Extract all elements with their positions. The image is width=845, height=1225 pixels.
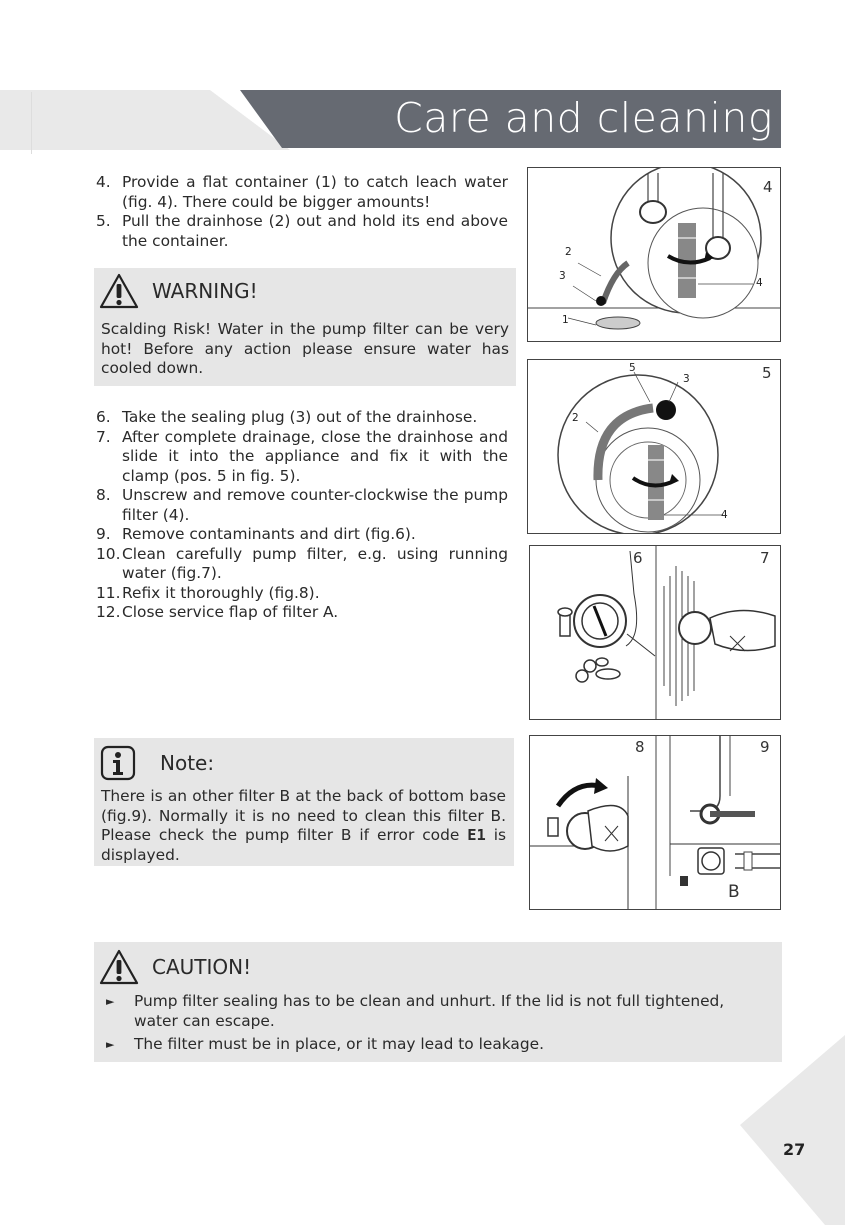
step-number: 7. [96,427,111,446]
figure-8-9 [529,735,781,910]
step-number: 4. [96,173,111,191]
list-item [96,545,508,584]
page-title: Care and cleaning [394,94,773,142]
note-text [101,787,506,865]
list-item [96,408,508,428]
list-item [106,1035,771,1055]
note-text-after: is displayed. [101,826,506,864]
margin-line [31,92,32,154]
step-number: 9. [96,525,111,543]
callout-label: 2 [572,412,579,424]
list-item [106,992,771,1031]
step-text: Pull the drainhose (2) out and hold its end above the container. [122,212,508,250]
figure-number: 8 [635,738,645,756]
list-item [96,428,508,487]
caution-title: CAUTION! [152,955,252,979]
figure-number: 5 [762,364,772,382]
corner-decoration [740,1035,845,1225]
header-left-band [0,90,290,150]
step-number: 12. [96,603,121,621]
note-text-before: There is an other filter B at the back of bottom base (fig.9). Normally it is no need to clean this filter B. Please check the pump filter B if error code [101,787,506,844]
bullet-arrow-icon: ► [106,995,115,1008]
step-number: 8. [96,486,111,504]
figure-4 [527,167,781,342]
figure-5 [527,359,781,534]
step-text: Unscrew and remove counter-clockwise the pump filter (4). [122,486,508,524]
callout-label: 3 [683,373,690,385]
step-number: 10. [96,544,121,563]
caution-list [106,992,771,1055]
list-item [96,584,508,604]
figure-5-illustration [528,360,780,533]
caution-item: Pump filter sealing has to be clean and unhurt. If the lid is not full tightened, water can escape. [134,992,725,1030]
filter-b-label: B [728,882,740,902]
caution-item: The filter must be in place, or it may lead to leakage. [134,1035,544,1053]
step-number: 5. [96,212,111,230]
figure-number: 9 [760,738,770,756]
note-title: Note: [160,751,215,775]
bullet-arrow-icon: ► [106,1038,115,1051]
note-box [94,738,514,866]
figure-number: 6 [633,549,643,567]
warning-header [99,272,258,310]
step-text: Take the sealing plug (3) out of the drainhose. [122,408,478,426]
step-text: Clean carefully pump filter, e.g. using running water (fig.7). [122,544,508,582]
figure-number: 4 [763,178,773,196]
figure-8-9-illustration [530,736,780,909]
step-number: 6. [96,408,111,426]
step-text: Provide a flat container (1) to catch leach water (fig. 4). There could be bigger amounts! [122,173,508,211]
list-item [96,173,508,212]
caution-box [94,942,782,1062]
note-header [100,745,214,781]
info-icon [100,745,136,781]
step-text: Close service flap of filter A. [122,603,339,621]
warning-box [94,268,516,386]
step-text: Refix it thoroughly (fig.8). [122,583,320,602]
step-number: 11. [96,583,121,602]
figure-6-7 [529,545,781,720]
warning-triangle-icon [99,948,139,986]
step-text: Remove contaminants and dirt (fig.6). [122,525,416,543]
warning-title: WARNING! [152,279,258,303]
list-item [96,525,508,545]
steps-list-b [96,408,508,623]
callout-label: 5 [629,362,636,374]
list-item [96,603,508,623]
page-number: 27 [783,1140,806,1159]
error-code: E1 [467,826,486,844]
callout-label: 4 [721,509,728,521]
steps-list-a [96,173,508,251]
step-text: After complete drainage, close the drainhose and slide it into the appliance and fix it with the clamp (pos. 5 in fig. 5). [122,427,508,485]
caution-header [99,948,251,986]
callout-label: 2 [565,246,572,258]
callout-label: 1 [562,314,569,326]
list-item [96,212,508,251]
warning-triangle-icon [99,272,139,310]
callout-label: 4 [756,277,763,289]
figure-number: 7 [760,549,770,567]
list-item [96,486,508,525]
warning-text: Scalding Risk! Water in the pump filter can be very hot! Before any action please ensure water has cooled down. [101,320,509,377]
callout-label: 3 [559,270,566,282]
figure-6-7-illustration [530,546,780,719]
